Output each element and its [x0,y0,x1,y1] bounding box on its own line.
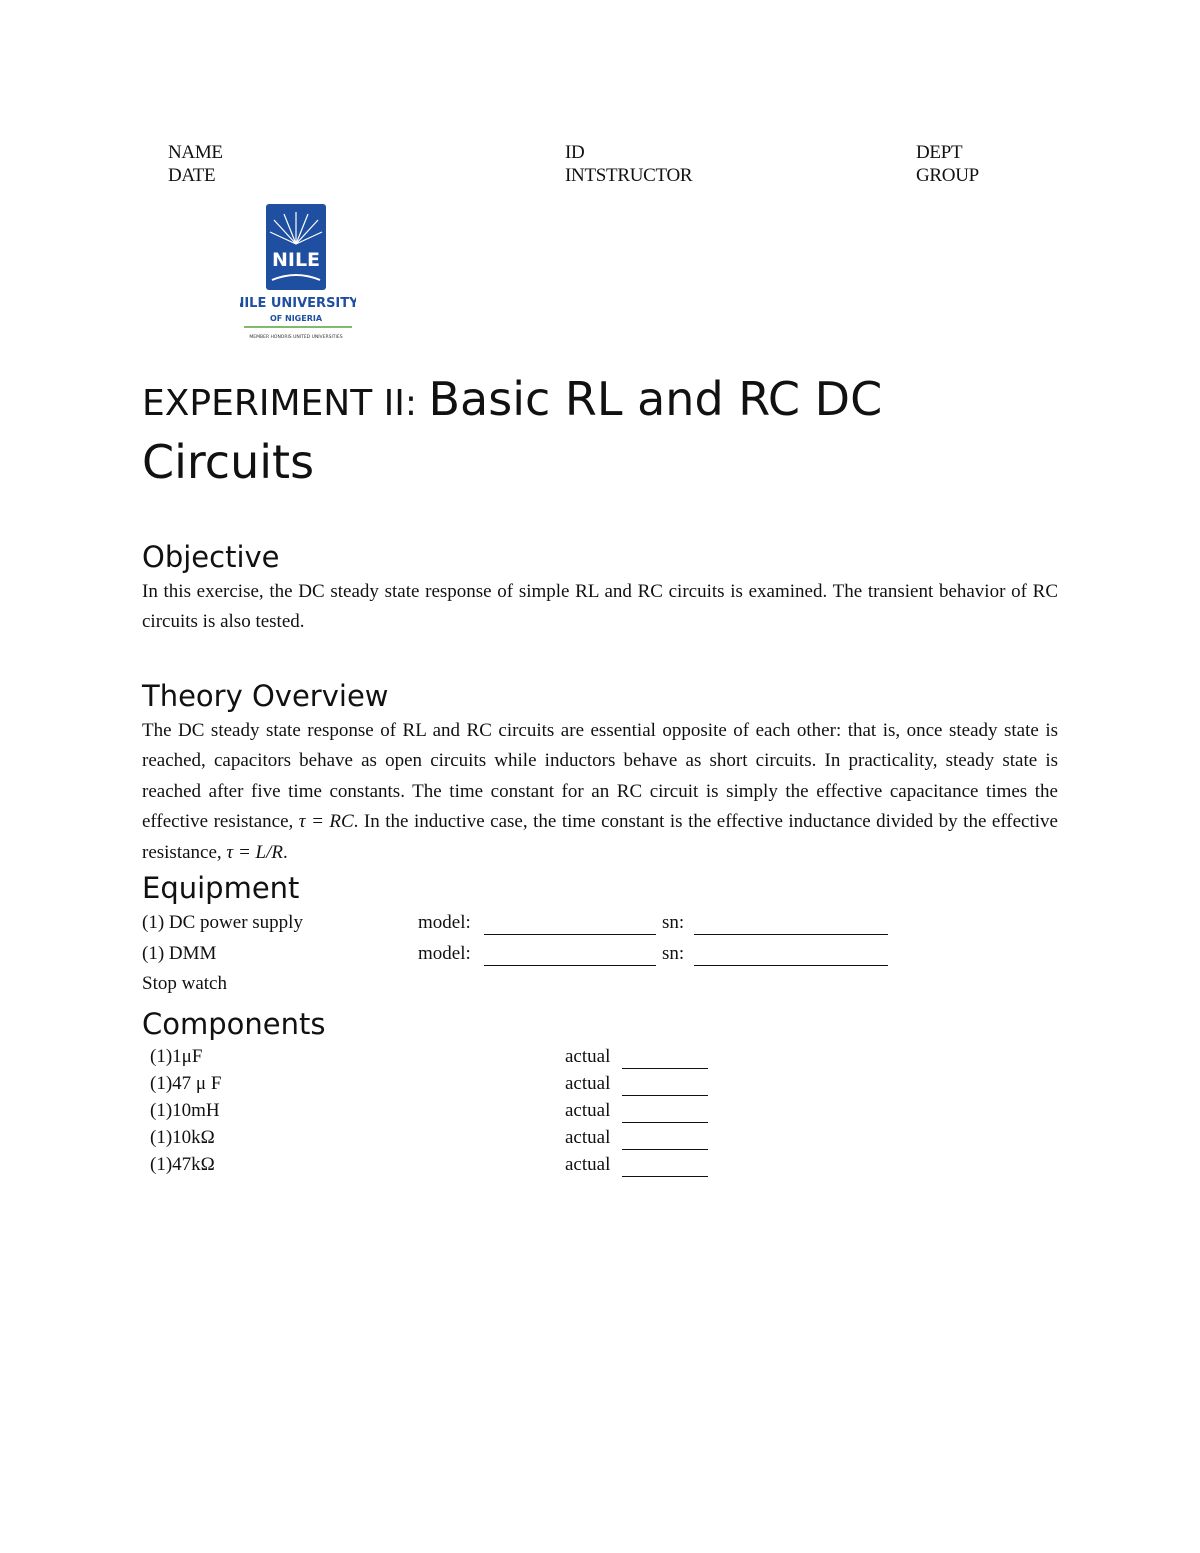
title-prefix: EXPERIMENT II: [142,383,429,424]
dept-label: DEPT [916,142,963,163]
component-actual-label: actual [565,1154,611,1175]
title-main-line2: Circuits [142,435,315,489]
component-item: (1)10kΩ [150,1127,215,1148]
instructor-label: INTSTRUCTOR [565,165,693,186]
date-label: DATE [168,165,216,186]
equipment-sn-field[interactable] [694,947,888,966]
component-actual-field[interactable] [622,1104,708,1123]
group-label: GROUP [916,165,979,186]
equipment-sn-label: sn: [662,912,685,933]
equipment-sn-label: sn: [662,943,685,964]
components-heading: Components [142,1007,326,1041]
component-actual-label: actual [565,1100,611,1121]
university-logo [240,200,356,342]
component-actual-field[interactable] [622,1077,708,1096]
component-item: (1)47kΩ [150,1154,215,1175]
theory-text-part2: . In the inductive case, the time constant is the effective inductance divided by the effective resistance, [142,811,1058,863]
page-title [142,370,882,491]
equipment-sn-field[interactable] [694,916,888,935]
nile-logo-icon [240,200,356,342]
theory-text [142,716,1058,868]
id-label: ID [565,142,585,163]
objective-text: In this exercise, the DC steady state response of simple RL and RC circuits is examined. The transient behavior of RC circuits is also tested. [142,581,1058,633]
component-item: (1)1μF [150,1046,203,1067]
objective-heading: Objective [142,540,280,574]
equipment-item-label: (1) DMM [142,943,217,964]
equipment-model-field[interactable] [484,916,656,935]
theory-text-part3: . [282,841,288,863]
component-actual-field[interactable] [622,1131,708,1150]
name-label: NAME [168,142,223,163]
component-item: (1)10mH [150,1100,220,1121]
equipment-item-label: (1) DC power supply [142,912,303,933]
component-item: (1)47 μ F [150,1073,222,1094]
component-actual-field[interactable] [622,1158,708,1177]
component-actual-label: actual [565,1046,611,1067]
logo-tagline-text: MEMBER HONORIS UNITED UNIVERSITIES [249,335,343,340]
equipment-model-field[interactable] [484,947,656,966]
component-actual-label: actual [565,1073,611,1094]
equipment-model-label: model: [418,912,471,933]
theory-text-part1: The DC steady state response of RL and RC circuits are essential opposite of each other: that is, once steady state is reached, capacitors behave as open circuits while inductors behave as short circuits. In practicality, steady state is reached after five time constants. The time constant for an RC circuit is simply the effective capacitance times the effective resistance, [142,720,1058,833]
theory-heading: Theory Overview [142,679,389,713]
equipment-model-label: model: [418,943,471,964]
equipment-heading: Equipment [142,871,300,905]
component-actual-label: actual [565,1127,611,1148]
logo-country-text: OF NIGERIA [269,314,323,323]
logo-university-text: NILE UNIVERSITY [240,296,356,311]
equipment-extra: Stop watch [142,973,227,994]
title-main-line1: Basic RL and RC DC [428,372,883,426]
component-actual-field[interactable] [622,1050,708,1069]
logo-badge-text: NILE [271,249,321,271]
theory-formula-rc: τ = RC [298,811,354,833]
theory-formula-lr: τ = L/R [226,841,283,863]
